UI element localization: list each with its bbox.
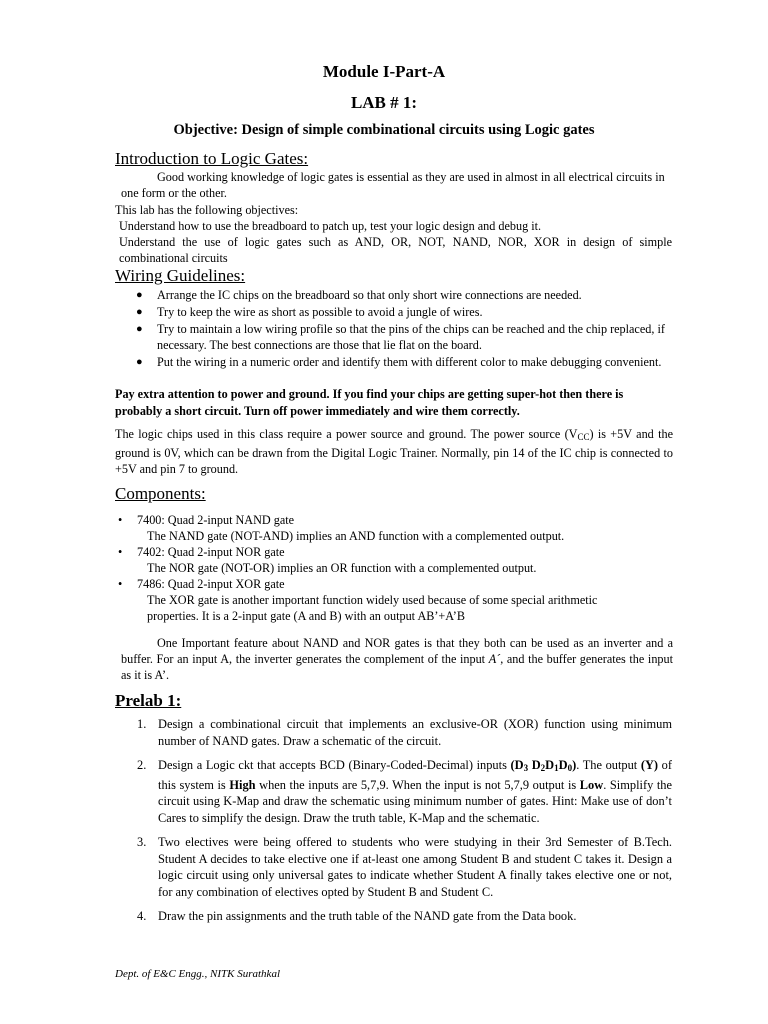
- components-list: [118, 512, 657, 624]
- component-name: • 7400: Quad 2-input NAND gate: [118, 513, 295, 527]
- prelab-heading: Prelab 1:: [115, 691, 182, 710]
- component-desc: The NAND gate (NOT-AND) implies an AND function with a complemented output.: [147, 529, 565, 543]
- objective-line: Objective: Design of simple combinational circuits using Logic gates: [173, 122, 595, 138]
- bullet-icon: •: [118, 513, 123, 527]
- bullet-icon: ●: [136, 289, 143, 301]
- wiring-list: [136, 287, 673, 370]
- intro-paragraph: Good working knowledge of logic gates is essential as they are used in almost in all electrical circuits in one form or the other.: [121, 170, 665, 200]
- bullet-icon: ●: [136, 323, 143, 335]
- prelab-question: 3. Two electives were being offered to students who were studying in their 3rd Semester of B.Tech. Student A decides to take elective one if at-least one among Student B and student C takes it. Design a logic circuit using only universal gates to indicate whether Student A finally takes elective one or not, for any combination of electives opted by Student B and Student C.: [137, 835, 672, 899]
- wiring-item: ● Put the wiring in a numeric order and identify them with different color to make debugging convenient.: [136, 355, 662, 369]
- wiring-item: ● Try to maintain a low wiring profile so that the pins of the chips can be reached and the chip replaced, if necessary. The best connections are those that lie flat on the board.: [136, 322, 665, 352]
- component-name: • 7402: Quad 2-input NOR gate: [118, 545, 285, 559]
- prelab-list: [137, 716, 672, 925]
- prelab-question: 4. Draw the pin assignments and the truth table of the NAND gate from the Data book.: [137, 909, 577, 923]
- component-item: [118, 544, 657, 576]
- power-warning: Pay extra attention to power and ground. If you find your chips are getting super-hot then there is probably a short circuit. Turn off power immediately and wire them correctly.: [115, 387, 624, 418]
- component-desc: The XOR gate is another important function widely used because of some special arithmetic properties. It is a 2-input gate (A and B) with an output AB’+A’B: [147, 593, 598, 623]
- objective-1: Understand how to use the breadboard to patch up, test your logic design and debug it.: [119, 219, 542, 233]
- wiring-item: ● Arrange the IC chips on the breadboard so that only short wire connections are needed.: [136, 288, 582, 302]
- component-name: • 7486: Quad 2-input XOR gate: [118, 577, 285, 591]
- prelab-question: 2. Design a Logic ckt that accepts BCD (Binary-Coded-Decimal) inputs ($D_3$ $D_2D_1D_0$). The output (Y) of this system is High when the inputs are 5,7,9. When the input is not 5,7,9 output is Low. Simplify the circuit using K-Map and draw the schematic using minimum number of gates. Hint: Make use of don’t Cares to simplify the design. Draw the truth table, K-Map and the schematic.: [137, 758, 672, 825]
- wiring-heading: Wiring Guidelines:: [115, 266, 246, 285]
- bullet-icon: •: [118, 577, 123, 591]
- bullet-icon: ●: [136, 306, 143, 318]
- prelab-question: 1. Design a combinational circuit that implements an exclusive-OR (XOR) function using minimum number of NAND gates. Draw a schematic of the circuit.: [137, 717, 672, 748]
- bullet-icon: •: [118, 545, 123, 559]
- objective-2: Understand the use of logic gates such as AND, OR, NOT, NAND, NOR, XOR in design of simple combinational circuits: [119, 235, 672, 265]
- power-paragraph: The logic chips used in this class require a power source and ground. The power source $(V_{CC})$ is +5V and the ground is 0V, which can be drawn from the Digital Logic Trainer. Normally, pin 14 of the IC chip is connected to +5V and pin 7 to ground.: [115, 427, 673, 476]
- bullet-icon: ●: [136, 356, 143, 368]
- component-desc: The NOR gate (NOT-OR) implies an OR function with a complemented output.: [147, 561, 537, 575]
- component-item: [118, 512, 657, 544]
- intro-heading: Introduction to Logic Gates:: [115, 149, 309, 168]
- objectives-lead: This lab has the following objectives:: [115, 203, 299, 217]
- component-item: [118, 576, 657, 624]
- nand-nor-note: One Important feature about NAND and NOR gates is that they both can be used as an inverter and a buffer. For an input A, the inverter generates the complement of the input A´, and the buffer generates the input as it is A’.: [121, 636, 673, 682]
- module-title: Module I-Part-A: [322, 62, 446, 81]
- lab-title: LAB # 1:: [350, 93, 418, 112]
- wiring-item: ● Try to keep the wire as short as possible to avoid a jungle of wires.: [136, 305, 483, 319]
- components-heading: Components:: [115, 484, 206, 503]
- page-footer: Dept. of E&C Engg., NITK Surathkal: [115, 968, 280, 980]
